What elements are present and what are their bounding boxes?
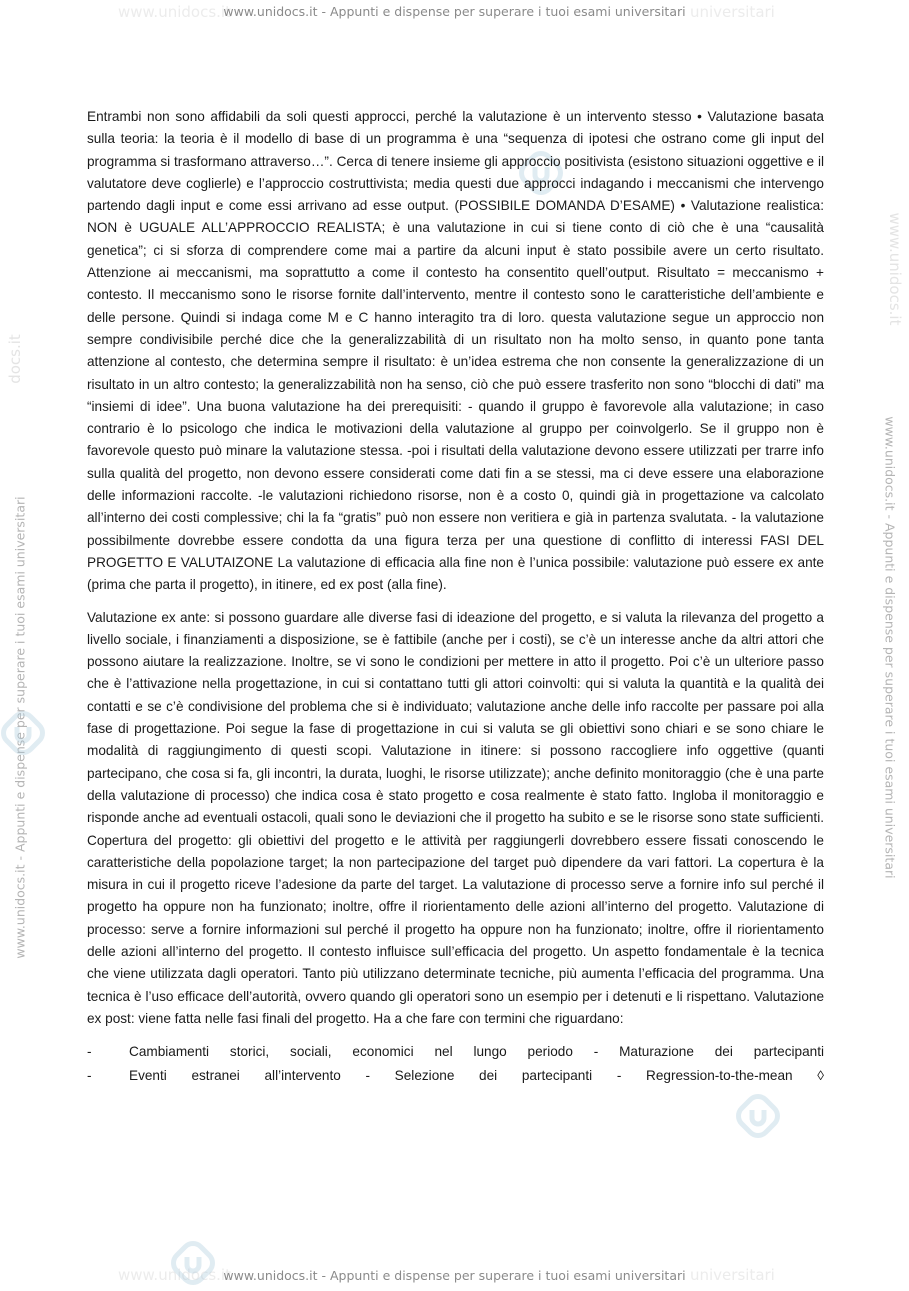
watermark-ghost-right: universitari xyxy=(690,3,775,21)
unidocs-logo-icon xyxy=(735,1093,781,1139)
paragraph: Valutazione ex ante: si possono guardare alle diverse fasi di ideazione del progetto, e si valuta la rilevanza del progetto a livello sociale, i finanziamenti a disposizione, se è fattibile (anche per i costi), se c’è un interesse anche da altri attori che possono aiutare la realizzazione. Inoltre, se vi sono le condizioni per mettere in atto il progetto. Poi c’è un ulteriore passo che è l’attivazione nella progettazione, in cui si contattano tutti gli attori coinvolti: qui si valuta la quantità e la qualità dei contatti e se c’è condivisione del problema che si è individuato; valutazione anche delle info raccolte per passare poi alla fase di progettazione. Poi segue la fase di progettazione in cui si valuta se gli obiettivi sono chiari e se sono chiare le modalità di raggiungimento di questi scopi. Valutazione in itinere: si possono raccogliere info oggettive (quanti partecipano, che cosa si fa, gli incontri, la durata, luoghi, le risorse utilizzate); anche definito monitoraggio (che è una parte della valutazione di processo) che indica cosa è stato progetto e cosa realmente è stato fatto. Ingloba il monitoraggio e risponde anche ad eventuali ostacoli, quali sono le deviazioni che il progetto ha subito e se le risorse sono state sufficienti. Copertura del progetto: gli obiettivi del progetto e le attività per raggiungerli dovrebbero essere fissati conoscendo le caratteristiche della popolazione target; la non partecipazione del target può dipendere da vari fattori. La copertura è la misura in cui il progetto riceve l’adesione da parte del target. La valutazione di processo serve a fornire info sul perché il progetto ha oppure non ha funzionato; inoltre, offre il riorientamento delle azioni all’interno del progetto. Valutazione di processo: serve a fornire informazioni sul perché il progetto ha oppure non ha funzionato; inoltre, offre il riorientamento delle azioni all’interno del progetto. Il contesto influisce sull’efficacia del progetto. Un aspetto fondamentale è la tecnica che viene utilizzata dagli operatori. Tanto più utilizzano determinate tecniche, più aumenta l’efficacia del programma. Una tecnica è l’uso efficace dell’autorità, ovvero quando gli operatori sono un esempio per i detenuti e li rispettano. Valutazione ex post: viene fatta nelle fasi finali del progetto. Ha a che fare con termini che riguardano: xyxy=(87,609,824,1026)
watermark-ghost-left: www.unidocs.it xyxy=(118,3,231,21)
watermark-ghost-right-bottom: universitari xyxy=(690,1266,775,1284)
watermark-footer: www.unidocs.it - Appunti e dispense per superare i tuoi esami universitari xyxy=(223,1268,686,1283)
watermark-side-right: www.unidocs.it - Appunti e dispense per superare i tuoi esami universitari xyxy=(882,416,898,879)
list-item-text: Cambiamenti storici, sociali, economici nel lungo periodo - Maturazione dei partecipanti xyxy=(129,1044,824,1060)
list-item-text: Eventi estranei all’intervento - Selezione dei partecipanti - Regression-to-the-mean ◊ xyxy=(129,1068,824,1084)
unidocs-logo-icon xyxy=(0,710,46,756)
list-bullet: - xyxy=(87,1044,92,1060)
watermark-side-far-left: docs.it xyxy=(6,334,24,384)
list-bullet: - xyxy=(87,1068,92,1084)
list-item xyxy=(87,1064,824,1088)
watermark-header: www.unidocs.it - Appunti e dispense per superare i tuoi esami universitari xyxy=(223,4,686,19)
unidocs-logo-icon xyxy=(170,1240,216,1286)
watermark-side-far-right: www.unidocs.it xyxy=(886,212,904,326)
watermark-ghost-left-bottom: www.unidocs.it xyxy=(118,1266,231,1284)
list-item xyxy=(87,1040,824,1064)
document-body xyxy=(87,106,824,1088)
watermark-side-left: www.unidocs.it - Appunti e dispense per superare i tuoi esami universitari xyxy=(12,496,28,959)
bullet-list xyxy=(87,1040,824,1088)
paragraph: Entrambi non sono affidabili da soli questi approcci, perché la valutazione è un intervento stesso • Valutazione basata sulla teoria: la teoria è il modello di base di un programma è una “sequenza di ipotesi che ostrano come gli input del programma si trasformano attraverso…”. Cerca di tenere insieme gli approccio positivista (esistono situazioni oggettive e il valutatore deve coglierle) e l’approccio costruttivista; media questi due approcci indagando i meccanismi che intervengo partendo dagli input e come essi arrivano ad esse output. (POSSIBILE DOMANDA D’ESAME) • Valutazione realistica: NON è UGUALE ALL’APPROCCIO REALISTA; è una valutazione in cui si tiene conto di ciò che è una “causalità genetica”; ci si sforza di comprendere come mai a partire da alcuni input è stato possibile avere un certo risultato. Attenzione ai meccanismi, ma soprattutto a come il contesto ha consentito quell’output. Risultato = meccanismo + contesto. Il meccanismo sono le risorse fornite dall’intervento, mentre il contesto sono le caratteristiche dell’ambiente e delle persone. Quindi si indaga come M e C hanno interagito tra di loro. questa valutazione segue un approccio non sempre condivisibile perché dice che la generalizzabilità di un risultato non ha molto senso, in quanto pone tanta attenzione al contesto, che determina sempre il risultato: è un’idea estrema che non consente la generalizzazione di un risultato in un altro contesto; la generalizzabilità non ha senso, ciò che può essere trasferito non sono “blocchi di dati” ma “insiemi di idee”. Una buona valutazione ha dei prerequisiti: - quando il gruppo è favorevole alla valutazione; in caso contrario è lo psicologo che indica le motivazioni della valutazione al gruppo per coinvolgerlo. Se il gruppo non è favorevole questo può minare la valutazione stessa. -poi i risultati della valutazione devono essere utilizzati per trarre info sulla qualità del progetto, non devono essere considerati come dati fin a se stessi, ma ci deve essere una elaborazione delle informazioni raccolte. -le valutazioni richiedono risorse, non è a costo 0, quindi già in progettazione va calcolato all’interno dei costi complessive; chi la fa “gratis” può non essere non veritiera e già in partenza svalutata. - la valutazione possibilmente dovrebbe essere condotta da una figura terza per una questione di conflitto di interessi FASI DEL PROGETTO E VALUTAIZONE La valutazione di efficacia alla fine non è l’unica possibile: valutazione può essere ex ante (prima che parta il progetto), in itinere, ed ex post (alla fine). xyxy=(87,109,824,593)
